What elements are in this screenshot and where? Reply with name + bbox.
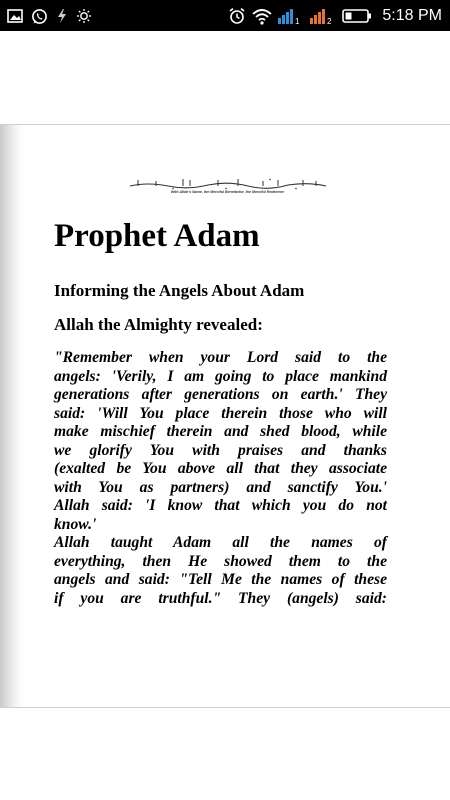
brightness-icon: [76, 8, 92, 24]
verse-line: angels: 'Verily, I am going to place mankind: [54, 367, 387, 385]
signal-sim1-icon: [278, 7, 304, 25]
verse-line: Allah said: 'I know that which you do not: [54, 497, 387, 514]
verse-line: know.': [54, 515, 97, 533]
sim1-label: 1: [295, 17, 300, 25]
signal-sim2-icon: [310, 7, 336, 25]
page-title: Prophet Adam: [54, 218, 260, 254]
revealed-intro: Allah the Almighty revealed:: [54, 315, 263, 334]
verse-line: if you are truthful." They (angels) said:: [54, 589, 387, 607]
alarm-icon: [228, 7, 246, 25]
verse-line: generations after generations on earth.' They: [54, 386, 387, 403]
verse-line: angels and said: "Tell Me the names of these: [54, 571, 387, 588]
gallery-icon: [7, 8, 23, 24]
verse-line: said: 'Will You place therein those who will: [54, 404, 387, 422]
verse-line: with You as partners) and sanctify You.': [54, 478, 387, 496]
section-heading: Informing the Angels About Adam: [54, 281, 305, 300]
basmala-script-image: [128, 178, 328, 190]
verse-line: Allah taught Adam all the names of: [54, 534, 387, 551]
wifi-icon: [252, 8, 272, 25]
page-edge-shadow: [0, 125, 22, 707]
system-icons: [228, 6, 442, 26]
quran-verse-text: [54, 349, 387, 608]
verse-line: "Remember when your Lord said to the: [54, 349, 387, 366]
verse-line: (exalted be You above all that they associate: [54, 460, 387, 477]
basmala-calligraphy: [120, 175, 335, 201]
status-bar: [0, 0, 450, 31]
battery-icon: [342, 8, 372, 24]
verse-line: everything, then He showed them to the: [54, 552, 387, 570]
verse-line: make mischief therein and shed blood, while: [54, 423, 387, 440]
verse-line: we glorify You with praises and thanks: [54, 441, 387, 459]
clock-time: 5:18 PM: [382, 7, 442, 24]
notification-icons: [7, 6, 92, 26]
basmala-caption: With Allah's Name, the Merciful Benefactor, the Merciful Redeemer: [170, 190, 285, 194]
sim2-label: 2: [327, 17, 332, 25]
flash-icon: [56, 8, 68, 24]
book-page[interactable]: [0, 124, 450, 708]
whatsapp-icon: [31, 8, 48, 25]
